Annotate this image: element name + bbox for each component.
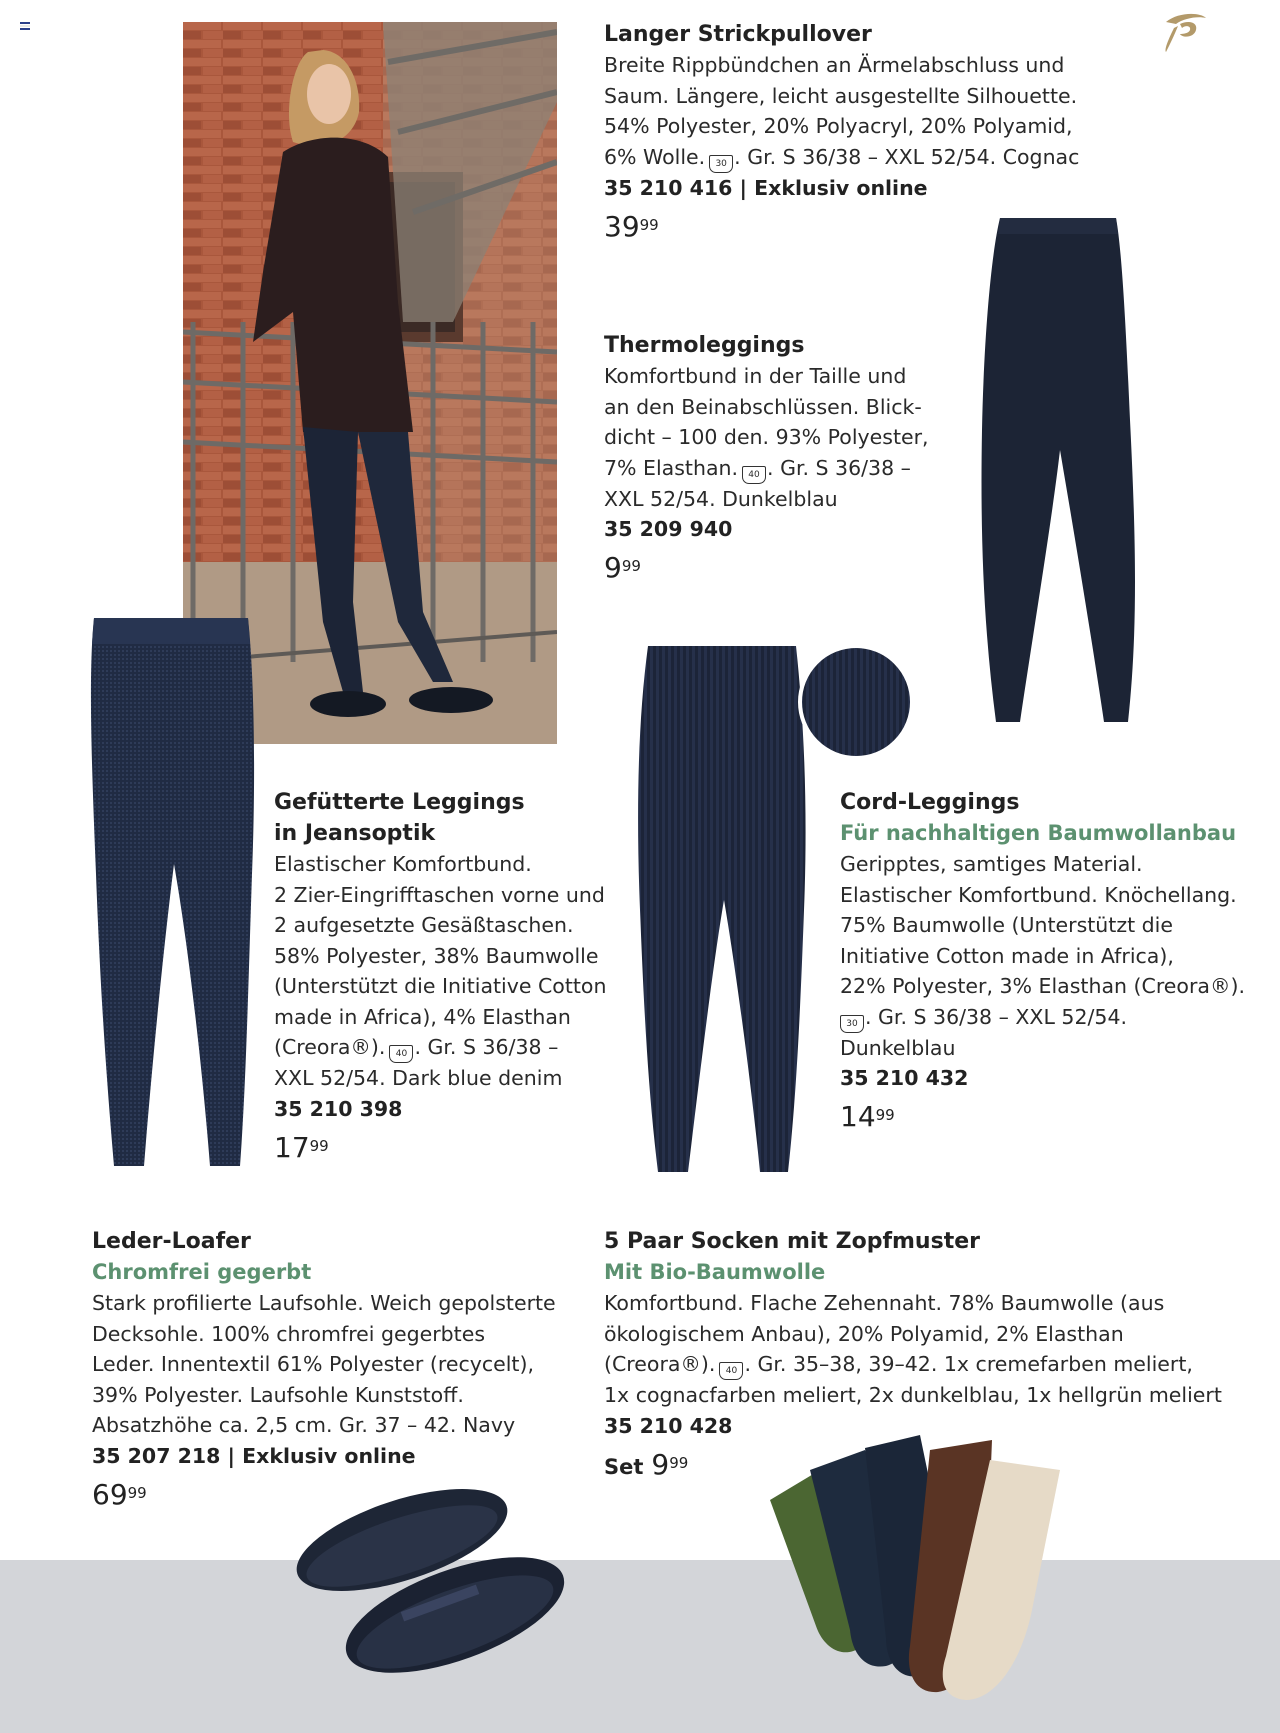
product-pullover (604, 19, 1079, 244)
price: $9^{99}$ (604, 551, 641, 584)
desc-line: Elastischer Komfortbund. Knöchellang. (840, 882, 1237, 907)
desc-line: (Creora®). 40 . Gr. S 36/38 – (274, 1032, 606, 1063)
product-title: Thermoleggings (604, 333, 805, 358)
wash-30-icon: 30 (840, 1015, 864, 1033)
price: $69^{99}$ (92, 1477, 147, 1511)
desc-line: made in Africa), 4% Elasthan (274, 1004, 571, 1029)
product-title: 5 Paar Socken mit Zopfmuster (604, 1229, 980, 1254)
article-number: 35 209 940 (604, 517, 733, 541)
flag-icon (20, 22, 30, 30)
product-title: Gefütterte Leggings in Jeansoptik (274, 790, 525, 846)
product-jeans-leggings (274, 787, 606, 1165)
product-description (604, 361, 929, 514)
wash-40-icon: 40 (742, 466, 766, 484)
product-socks (604, 1226, 1222, 1484)
desc-line: 6% Wolle. 30 . Gr. S 36/38 – XXL 52/54. Cognac (604, 142, 1079, 173)
product-description (840, 849, 1245, 1063)
product-title: Langer Strickpullover (604, 22, 872, 47)
desc-line: Saum. Längere, leicht ausgestellte Silhouette. (604, 83, 1078, 108)
desc-line: (Creora®). 40 . Gr. 35–38, 39–42. 1x cremefarben meliert, (604, 1349, 1222, 1380)
product-cord-leggings (840, 787, 1245, 1134)
desc-line: Absatzhöhe ca. 2,5 cm. Gr. 37 – 42. Navy (92, 1413, 516, 1437)
desc-line: an den Beinabschlüssen. Blick- (604, 394, 922, 419)
wash-40-icon: 40 (719, 1362, 743, 1380)
desc-line: (Unterstützt die Initiative Cotton (274, 974, 607, 998)
desc-line: Breite Rippbündchen an Ärmelabschluss und (604, 53, 1065, 77)
desc-line: 39% Polyester. Laufsohle Kunststoff. (92, 1382, 464, 1407)
desc-line: Komfortbund in der Taille und (604, 364, 907, 388)
desc-line: ökologischem Anbau), 20% Polyamid, 2% Elasthan (604, 1321, 1124, 1346)
desc-line: dicht – 100 den. 93% Polyester, (604, 425, 929, 449)
article-number: 35 210 416 | Exklusiv online (604, 175, 928, 200)
wash-40-icon: 40 (389, 1045, 413, 1063)
desc-line: Initiative Cotton made in Africa), (840, 943, 1174, 968)
product-loafer (92, 1226, 556, 1512)
product-subtitle: Chromfrei gegerbt (92, 1260, 312, 1284)
price: $39^{99}$ (604, 209, 659, 243)
tchibo-logo-icon (1158, 10, 1210, 56)
article-number: 35 210 398 (274, 1096, 403, 1121)
price: Set $9^{99}$ (604, 1447, 689, 1481)
article-number: 35 210 432 (840, 1066, 969, 1090)
product-description (92, 1288, 556, 1441)
product-description (604, 1288, 1222, 1411)
desc-line: Decksohle. 100% chromfrei gegerbtes (92, 1321, 486, 1346)
desc-line: Dunkelblau (840, 1035, 956, 1060)
product-title: Cord-Leggings (840, 790, 1020, 815)
product-subtitle: Mit Bio-Baumwolle (604, 1260, 826, 1284)
product-subtitle: Für nachhaltigen Baumwollanbau (840, 821, 1237, 845)
product-description (604, 50, 1079, 173)
desc-line: 2 Zier-Eingrifftaschen vorne und (274, 882, 605, 907)
desc-line: 7% Elasthan. 40 . Gr. S 36/38 – (604, 453, 929, 484)
desc-line: 2 aufgesetzte Gesäßtaschen. (274, 913, 574, 937)
article-number: 35 210 428 (604, 1413, 733, 1438)
desc-line: 58% Polyester, 38% Baumwolle (274, 943, 599, 968)
desc-line: Stark profilierte Laufsohle. Weich gepolsterte (92, 1291, 556, 1315)
price: $17^{99}$ (274, 1130, 329, 1164)
product-description (274, 849, 606, 1094)
desc-line: Leder. Innentextil 61% Polyester (recycelt), (92, 1352, 534, 1376)
price: $14^{99}$ (840, 1100, 895, 1133)
product-title: Leder-Loafer (92, 1229, 251, 1254)
desc-line: 22% Polyester, 3% Elasthan (Creora®). (840, 974, 1245, 998)
desc-line: 75% Baumwolle (Unterstützt die (840, 913, 1173, 937)
desc-line: 1x cognacfarben meliert, 2x dunkelblau, 1x hellgrün meliert (604, 1383, 1222, 1407)
desc-line: XXL 52/54. Dunkelblau (604, 486, 838, 511)
thermoleggings-image (960, 210, 1150, 730)
desc-line: 30 . Gr. S 36/38 – XXL 52/54. (840, 1002, 1245, 1033)
article-number: 35 207 218 | Exklusiv online (92, 1443, 416, 1468)
desc-line: Elastischer Komfortbund. (274, 852, 532, 876)
jeans-leggings-image (70, 614, 270, 1169)
product-thermoleggings (604, 330, 929, 585)
bottom-band (0, 1560, 1280, 1733)
desc-line: Komfortbund. Flache Zehennaht. 78% Baumwolle (aus (604, 1291, 1165, 1315)
desc-line: XXL 52/54. Dark blue denim (274, 1066, 563, 1090)
desc-line: Geripptes, samtiges Material. (840, 852, 1143, 876)
desc-line: 54% Polyester, 20% Polyacryl, 20% Polyamid, (604, 114, 1073, 138)
wash-30-icon: 30 (709, 155, 733, 173)
